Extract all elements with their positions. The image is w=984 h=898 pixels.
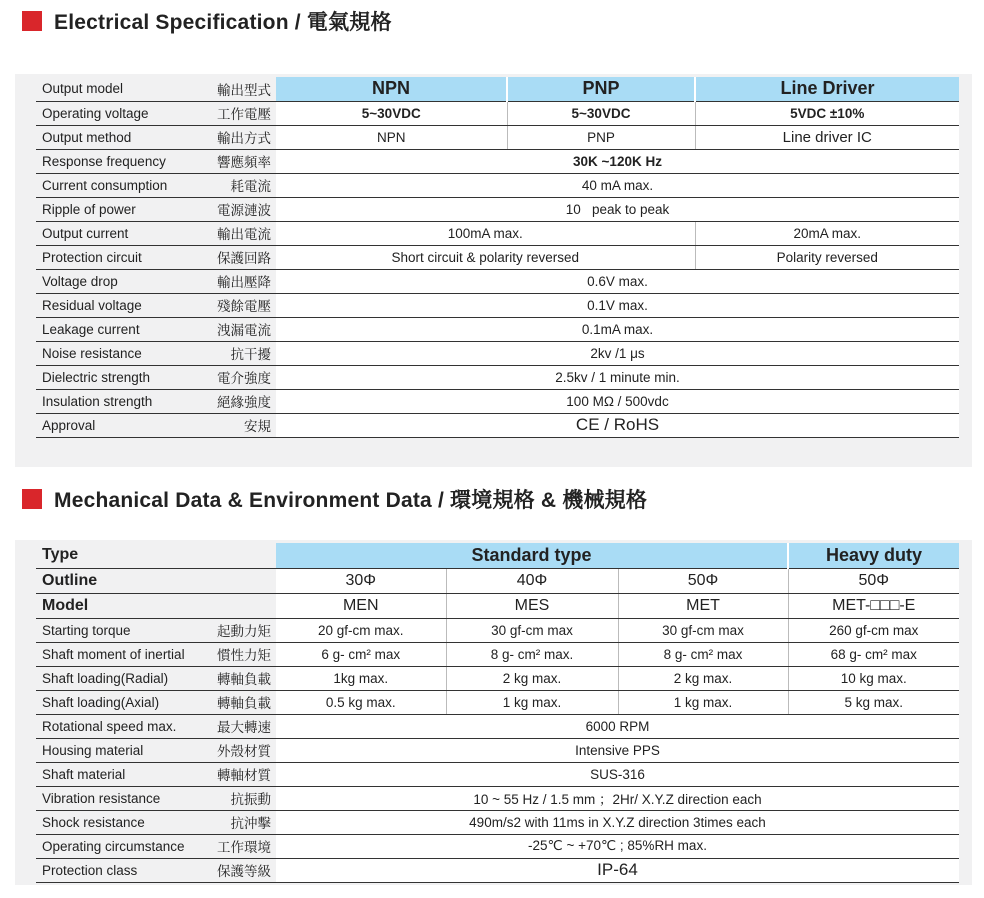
row-label: Ripple of power [36, 197, 196, 221]
table-row [36, 317, 959, 341]
row-label-zh: 響應頻率 [196, 149, 276, 173]
table-row [36, 173, 959, 197]
row-label-zh: 輸出電流 [196, 221, 276, 245]
cell-value: 40 mA max. [276, 173, 959, 197]
row-label-zh: 外殼材質 [206, 738, 276, 762]
row-label: Shaft loading(Radial) [36, 666, 206, 690]
cell-value: MET [618, 593, 788, 618]
cell-value: 5 kg max. [788, 690, 959, 714]
cell-value: 30 gf-cm max [446, 618, 618, 642]
cell-value: 2.5kv / 1 minute min. [276, 365, 959, 389]
row-label: Current consumption [36, 173, 196, 197]
electrical-heading [22, 6, 392, 36]
mechanical-heading [22, 484, 647, 514]
cell-value: 2kv /1 μs [276, 341, 959, 365]
table-row [36, 341, 959, 365]
cell-value: 30K ~120K Hz [276, 149, 959, 173]
column-header-standard: Standard type [276, 543, 788, 568]
cell-value: 10 peak to peak [276, 197, 959, 221]
row-label: Vibration resistance [36, 786, 206, 810]
table-row [36, 618, 959, 642]
row-label-zh: 輸出方式 [196, 125, 276, 149]
row-label-zh: 起動力矩 [206, 618, 276, 642]
table-row [36, 245, 959, 269]
row-label: Response frequency [36, 149, 196, 173]
cell-value: 6 g- cm² max [276, 642, 446, 666]
cell-value: Short circuit & polarity reversed [276, 245, 695, 269]
row-label: Housing material [36, 738, 206, 762]
table-row [36, 149, 959, 173]
row-label: Operating voltage [36, 101, 196, 125]
cell-value: 100 MΩ / 500vdc [276, 389, 959, 413]
row-label-zh: 工作電壓 [196, 101, 276, 125]
cell-value: Line driver IC [695, 125, 959, 149]
row-label: Noise resistance [36, 341, 196, 365]
row-label-zh: 耗電流 [196, 173, 276, 197]
table-row [36, 834, 959, 858]
column-header-line-driver: Line Driver [695, 77, 959, 101]
cell-value: 2 kg max. [618, 666, 788, 690]
cell-value: NPN [276, 125, 507, 149]
row-label: Shaft material [36, 762, 206, 786]
table-row [36, 642, 959, 666]
electrical-table [36, 77, 959, 438]
row-label: Shock resistance [36, 810, 206, 834]
table-row [36, 125, 959, 149]
cell-value: 1 kg max. [446, 690, 618, 714]
cell-value: 10 ~ 55 Hz / 1.5 mm ；2Hr/ X.Y.Z direction each [276, 786, 959, 810]
row-label-zh: 慣性力矩 [206, 642, 276, 666]
row-label: Approval [36, 413, 196, 437]
electrical-title: Electrical Specification / 電氣規格 [54, 11, 392, 34]
cell-value: IP-64 [276, 858, 959, 882]
table-row [36, 714, 959, 738]
red-square-icon [22, 489, 42, 509]
row-label: Starting torque [36, 618, 206, 642]
column-header-heavy-duty: Heavy duty [788, 543, 959, 568]
row-label-zh: 殘餘電壓 [196, 293, 276, 317]
cell-value: CE / RoHS [276, 413, 959, 437]
row-label-zh: 轉軸材質 [206, 762, 276, 786]
table-row [36, 197, 959, 221]
row-label-zh: 抗振動 [206, 786, 276, 810]
cell-value: 5VDC ±10% [695, 101, 959, 125]
row-label: Leakage current [36, 317, 196, 341]
table-row [36, 810, 959, 834]
row-label: Protection circuit [36, 245, 196, 269]
row-label: Residual voltage [36, 293, 196, 317]
cell-value: 10 kg max. [788, 666, 959, 690]
cell-value: 1kg max. [276, 666, 446, 690]
cell-value: 40Φ [446, 568, 618, 593]
cell-value: 20mA max. [695, 221, 959, 245]
red-square-icon [22, 11, 42, 31]
cell-value: -25℃ ~ +70℃ ; 85%RH max. [276, 834, 959, 858]
row-label: Rotational speed max. [36, 714, 206, 738]
table-row [36, 77, 959, 101]
row-label: Shaft moment of inertial [36, 642, 206, 666]
row-label: Shaft loading(Axial) [36, 690, 206, 714]
cell-value: SUS-316 [276, 762, 959, 786]
cell-value: 0.6V max. [276, 269, 959, 293]
cell-value: 6000 RPM [276, 714, 959, 738]
cell-value: 30Φ [276, 568, 446, 593]
table-row [36, 293, 959, 317]
row-label-zh: 洩漏電流 [196, 317, 276, 341]
cell-value: 50Φ [788, 568, 959, 593]
cell-value: 5~30VDC [276, 101, 507, 125]
cell-value: 30 gf-cm max [618, 618, 788, 642]
row-label-zh: 輸出壓降 [196, 269, 276, 293]
mechanical-title: Mechanical Data & Environment Data / 環境規格 & 機械規格 [54, 489, 648, 512]
cell-value: 50Φ [618, 568, 788, 593]
column-header-npn: NPN [276, 77, 507, 101]
row-label-zh: 安規 [196, 413, 276, 437]
row-label: Insulation strength [36, 389, 196, 413]
cell-value: 8 g- cm² max [618, 642, 788, 666]
cell-value: 1 kg max. [618, 690, 788, 714]
cell-value: 8 g- cm² max. [446, 642, 618, 666]
row-label-zh: 絕緣強度 [196, 389, 276, 413]
row-label-zh: 電源漣波 [196, 197, 276, 221]
row-label: Output method [36, 125, 196, 149]
mechanical-table [36, 543, 959, 883]
cell-value: MET-□□□-E [788, 593, 959, 618]
row-label: Output current [36, 221, 196, 245]
table-row [36, 690, 959, 714]
cell-value: 5~30VDC [507, 101, 695, 125]
outline-label: Outline [36, 568, 276, 593]
row-label-zh: 電介強度 [196, 365, 276, 389]
model-label: Model [36, 593, 276, 618]
row-label-zh: 抗干擾 [196, 341, 276, 365]
table-row [36, 666, 959, 690]
cell-value: 100mA max. [276, 221, 695, 245]
table-row [36, 269, 959, 293]
table-row [36, 858, 959, 882]
cell-value: 2 kg max. [446, 666, 618, 690]
column-header-pnp: PNP [507, 77, 695, 101]
cell-value: 0.1mA max. [276, 317, 959, 341]
table-row [36, 101, 959, 125]
cell-value: 490m/s2 with 11ms in X.Y.Z direction 3times each [276, 810, 959, 834]
table-row [36, 738, 959, 762]
row-label: Output model [36, 77, 196, 101]
table-row [36, 389, 959, 413]
row-label: Dielectric strength [36, 365, 196, 389]
cell-value: 0.1V max. [276, 293, 959, 317]
cell-value: 260 gf-cm max [788, 618, 959, 642]
cell-value: 68 g- cm² max [788, 642, 959, 666]
table-row [36, 365, 959, 389]
row-label-zh: 工作環境 [206, 834, 276, 858]
row-label-zh: 轉軸負載 [206, 690, 276, 714]
row-label: Voltage drop [36, 269, 196, 293]
table-row [36, 762, 959, 786]
cell-value: MEN [276, 593, 446, 618]
cell-value: MES [446, 593, 618, 618]
row-label-zh: 保護回路 [196, 245, 276, 269]
row-label-zh: 抗沖擊 [206, 810, 276, 834]
cell-value: PNP [507, 125, 695, 149]
table-row [36, 413, 959, 437]
cell-value: 20 gf-cm max. [276, 618, 446, 642]
row-label-zh: 轉軸負載 [206, 666, 276, 690]
table-row [36, 543, 959, 568]
cell-value: Intensive PPS [276, 738, 959, 762]
row-label-zh: 保護等級 [206, 858, 276, 882]
cell-value: Polarity reversed [695, 245, 959, 269]
row-label: Protection class [36, 858, 206, 882]
row-label-zh: 最大轉速 [206, 714, 276, 738]
table-row [36, 786, 959, 810]
table-row [36, 593, 959, 618]
table-row [36, 568, 959, 593]
row-label-zh: 輸出型式 [196, 77, 276, 101]
table-row [36, 221, 959, 245]
cell-value: 0.5 kg max. [276, 690, 446, 714]
type-label: Type [36, 543, 276, 568]
row-label: Operating circumstance [36, 834, 206, 858]
